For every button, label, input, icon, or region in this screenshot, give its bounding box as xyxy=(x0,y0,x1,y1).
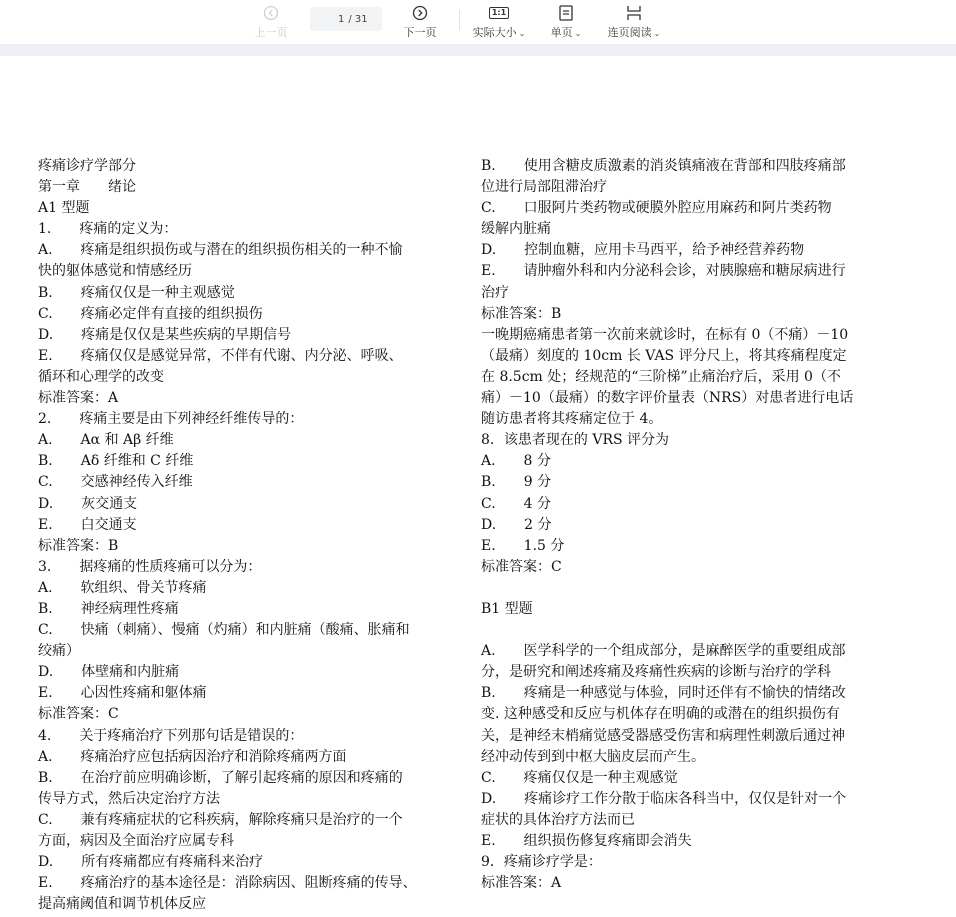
text-line: 3. 据疼痛的性质疼痛可以分为： xyxy=(38,558,262,575)
actual-size-label: 实际大小 xyxy=(472,26,517,39)
text-line: 4. 关于疼痛治疗下列那句话是错误的： xyxy=(38,727,304,744)
single-page-icon xyxy=(559,4,573,22)
continuous-pages-icon xyxy=(626,4,642,22)
text-line: 治疗 xyxy=(481,284,509,301)
text-line: C. 疼痛仅仅是一种主观感觉 xyxy=(481,769,678,786)
prev-page-button[interactable] xyxy=(252,4,290,40)
document-right-column xyxy=(481,156,887,894)
text-line: A. 疼痛治疗应包括病因治疗和消除疼痛两方面 xyxy=(38,748,347,765)
text-line: 一晚期癌痛患者第一次前来就诊时，在标有 0（不痛）－10 xyxy=(481,326,849,343)
text-line: C. 疼痛必定伴有直接的组织损伤 xyxy=(38,305,263,322)
chevron-down-icon: ⌄ xyxy=(518,29,526,38)
text-line: 8．该患者现在的 VRS 评分为 xyxy=(481,432,670,449)
document-left-column xyxy=(38,156,450,915)
page-indicator xyxy=(310,7,382,31)
single-page-button[interactable] xyxy=(546,4,586,40)
chevron-right-circle-icon xyxy=(412,4,428,22)
text-line: A. 8 分 xyxy=(481,453,551,470)
text-line: C. 快痛（刺痛）、慢痛（灼痛）和内脏痛（酸痛、胀痛和 xyxy=(38,622,410,639)
page-number-input[interactable] xyxy=(324,14,344,25)
actual-size-button[interactable] xyxy=(470,4,528,40)
text-line: 标准答案：A xyxy=(481,875,562,892)
text-line: 传导方式，然后决定治疗方法 xyxy=(38,790,220,807)
text-line: 方面，病因及全面治疗应属专科 xyxy=(38,833,234,849)
text-line: 标准答案：B xyxy=(38,537,119,554)
chevron-down-icon: ⌄ xyxy=(574,29,582,38)
text-line: 变. 这种感受和反应与机体存在明确的或潜在的组织损伤有 xyxy=(481,706,840,723)
text-line: E. 请肿瘤外科和内分泌科会诊，对胰腺癌和糖尿病进行 xyxy=(481,263,846,280)
text-line xyxy=(481,578,887,599)
text-line: A1 型题 xyxy=(38,200,90,217)
text-line: B. 神经病理性疼痛 xyxy=(38,600,179,617)
text-line: （最痛）刻度的 10cm 长 VAS 评分尺上，将其疼痛程度定 xyxy=(481,347,847,364)
text-line: 2. 疼痛主要是由下列神经纤维传导的： xyxy=(38,411,304,428)
text-line: A. 疼痛是组织损伤或与潜在的组织损伤相关的一种不愉 xyxy=(38,242,403,259)
text-line: B. 在治疗前应明确诊断，了解引起疼痛的原因和疼痛的 xyxy=(38,769,403,786)
text-line: D. 疼痛诊疗工作分散于临床各科当中，仅仅是针对一个 xyxy=(481,790,847,807)
text-line: 疼痛诊疗学部分 xyxy=(38,158,136,174)
text-line: B1 型题 xyxy=(481,600,533,617)
next-page-button[interactable] xyxy=(400,4,440,40)
text-line: E. 1.5 分 xyxy=(481,537,565,554)
text-line: E. 心因性疼痛和躯体痛 xyxy=(38,685,207,702)
continuous-reading-label: 连页阅读 xyxy=(607,26,652,39)
text-line: B. 9 分 xyxy=(481,474,552,491)
text-line: C. 口服阿片类药物或硬膜外腔应用麻药和阿片类药物 xyxy=(481,200,832,217)
toolbar-shadow-band xyxy=(0,44,956,56)
text-line: E. 疼痛治疗的基本途径是：消除病因、阻断疼痛的传导、 xyxy=(38,875,417,892)
text-line: 循环和心理学的改变 xyxy=(38,368,164,385)
text-line: 标准答案：C xyxy=(38,706,119,723)
text-line: D. 疼痛是仅仅是某些疾病的早期信号 xyxy=(38,326,292,343)
text-line: 1. 疼痛的定义为： xyxy=(38,221,178,238)
text-line: 标准答案：A xyxy=(38,390,119,407)
text-line: D. 所有疼痛都应有疼痛科来治疗 xyxy=(38,854,264,871)
text-line: 标准答案：C xyxy=(481,558,562,575)
text-line: D. 控制血糖，应用卡马西平，给予神经营养药物 xyxy=(481,242,805,259)
text-line: 绞痛） xyxy=(38,643,80,660)
text-line: 分，是研究和阐述疼痛及疼痛性疾病的诊断与治疗的学科 xyxy=(481,664,831,681)
text-line: D. 体壁痛和内脏痛 xyxy=(38,664,180,681)
text-line: 在 8.5cm 处；经规范的“三阶梯”止痛治疗后，采用 0（不 xyxy=(481,368,841,385)
text-line: B. Aδ 纤维和 C 纤维 xyxy=(38,453,194,470)
text-line xyxy=(481,620,887,641)
next-page-label: 下一页 xyxy=(403,26,437,39)
text-line: B. 疼痛仅仅是一种主观感觉 xyxy=(38,284,235,301)
text-line: 9．疼痛诊疗学是： xyxy=(481,854,602,871)
chevron-left-circle-icon xyxy=(263,4,279,22)
text-line: 第一章 绪论 xyxy=(38,179,136,196)
text-line: B. 使用含糖皮质激素的消炎镇痛液在背部和四肢疼痛部 xyxy=(481,158,846,174)
text-line: E. 组织损伤修复疼痛即会消失 xyxy=(481,833,692,849)
text-line: A. Aα 和 Aβ 纤维 xyxy=(38,432,174,449)
text-line: 经冲动传到到中枢大脑皮层而产生。 xyxy=(481,748,705,765)
text-line: 提高痛阈值和调节机体反应 xyxy=(38,896,206,913)
single-page-label: 单页 xyxy=(550,26,573,39)
text-line: C. 4 分 xyxy=(481,495,552,512)
text-line: D. 2 分 xyxy=(481,516,552,533)
actual-size-icon: 1:1 xyxy=(489,4,509,22)
text-line: E. 白交通支 xyxy=(38,516,137,533)
text-line: C. 兼有疼痛症状的它科疾病，解除疼痛只是治疗的一个 xyxy=(38,811,403,828)
continuous-reading-button[interactable] xyxy=(603,4,665,40)
text-line: A. 医学科学的一个组成部分，是麻醉医学的重要组成部 xyxy=(481,643,846,660)
page-total: / 31 xyxy=(348,13,368,25)
text-line: 位进行局部阻滞治疗 xyxy=(481,179,607,196)
text-line: 关，是神经末梢痛觉感受器感受伤害和病理性刺激后通过神 xyxy=(481,727,845,744)
text-line: 症状的具体治疗方法而已 xyxy=(481,811,635,828)
text-line: C. 交感神经传入纤维 xyxy=(38,474,193,491)
text-line: B. 疼痛是一种感觉与体验，同时还伴有不愉快的情绪改 xyxy=(481,685,846,702)
toolbar-divider xyxy=(459,10,460,30)
text-line: 随访患者将其疼痛定位于 4。 xyxy=(481,411,663,428)
text-line: D. 灰交通支 xyxy=(38,495,138,512)
text-line: 快的躯体感觉和情感经历 xyxy=(38,263,192,280)
viewer-toolbar xyxy=(0,0,956,44)
chevron-down-icon: ⌄ xyxy=(653,29,661,38)
text-line: E. 疼痛仅仅是感觉异常，不伴有代谢、内分泌、呼吸、 xyxy=(38,347,403,364)
prev-page-label: 上一页 xyxy=(254,26,288,39)
text-line: 缓解内脏痛 xyxy=(481,221,551,238)
text-line: A. 软组织、骨关节疼痛 xyxy=(38,579,207,596)
text-line: 痛）－10（最痛）的数字评价量表（NRS）对患者进行电话 xyxy=(481,390,854,407)
text-line: 标准答案：B xyxy=(481,305,562,322)
